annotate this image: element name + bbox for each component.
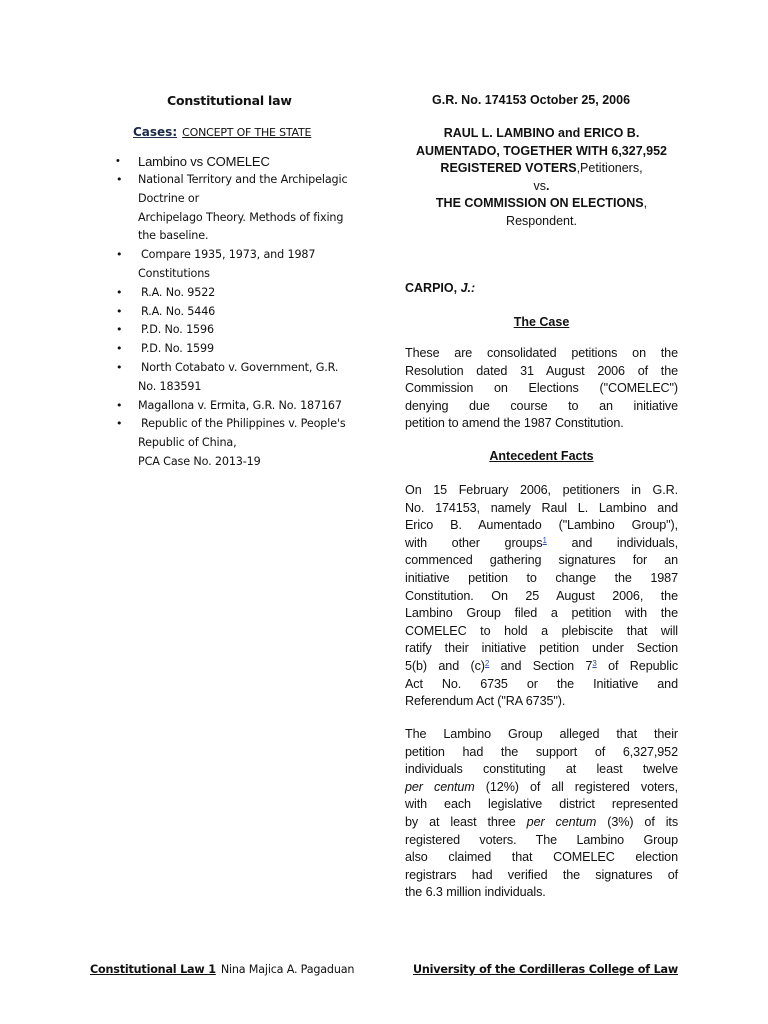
paragraph-line: Referendum Act ("RA 6735"). bbox=[405, 694, 566, 709]
list-item-line: P.D. No. 1599 bbox=[141, 342, 214, 356]
list-item bbox=[113, 415, 373, 471]
list-item-line: Republic of China, bbox=[138, 436, 237, 450]
paragraph-line bbox=[405, 814, 678, 832]
paragraph-line: Commission on Elections ("COMELEC") bbox=[405, 381, 678, 396]
paragraph-line bbox=[405, 779, 678, 797]
petitioners-line-1: RAUL L. LAMBINO and ERICO B. bbox=[443, 126, 640, 140]
paragraph-line: ratify their initiative petition under Section bbox=[405, 641, 678, 656]
footer-course: Constitutional Law 1 bbox=[90, 963, 216, 976]
respondent-line bbox=[405, 195, 678, 213]
list-item-line: Republic of the Philippines v. People's bbox=[141, 417, 346, 431]
list-item-line: P.D. No. 1596 bbox=[141, 323, 214, 337]
paragraph-line: Constitution. On 25 August 2006, the bbox=[405, 588, 678, 603]
paragraph-line: petition had the support of 6,327,952 bbox=[405, 744, 678, 759]
text-run: of Republic bbox=[596, 658, 679, 673]
course-title: Constitutional law bbox=[167, 93, 292, 108]
bullet-icon: • bbox=[116, 304, 123, 318]
paragraph-line: petition to amend the 1987 Constitution. bbox=[405, 416, 624, 431]
bullet-icon: • bbox=[116, 248, 123, 262]
paragraph-line: initiative petition to change the 1987 bbox=[405, 570, 678, 585]
paragraph-line: the 6.3 million individuals. bbox=[405, 885, 546, 900]
bullet-icon: • bbox=[116, 342, 123, 356]
paragraph-line: Erico B. Aumentado ("Lambino Group"), bbox=[405, 518, 678, 533]
text-run: (3%) of its bbox=[596, 814, 679, 829]
list-item-line: PCA Case No. 2013-19 bbox=[138, 454, 261, 468]
paragraph-allegations bbox=[405, 726, 678, 902]
section-heading-antecedent-facts: Antecedent Facts bbox=[489, 449, 594, 463]
paragraph-line: commenced gathering signatures for an bbox=[405, 553, 678, 568]
list-item-line: National Territory and the Archipelagic bbox=[138, 173, 348, 186]
case-parties bbox=[405, 125, 678, 230]
petitioners-registered-voters: REGISTERED VOTERS bbox=[440, 161, 577, 175]
bullet-icon: • bbox=[116, 285, 123, 299]
footnote-link-1[interactable]: 1 bbox=[542, 535, 547, 545]
paragraph-the-case bbox=[405, 345, 678, 433]
text-run: and Section 7 bbox=[489, 658, 593, 673]
paragraph-line: No. 174153, namely Raul L. Lambino and bbox=[405, 500, 678, 515]
petitioners-line-3 bbox=[405, 160, 678, 178]
paragraph-line: individuals constituting at least twelve bbox=[405, 762, 678, 777]
paragraph-antecedent-facts bbox=[405, 482, 678, 711]
paragraph-line: Act No. 6735 or the Initiative and bbox=[405, 676, 678, 691]
bullet-icon: • bbox=[116, 398, 123, 412]
bullet-icon: • bbox=[116, 323, 123, 337]
list-item-line: Magallona v. Ermita, G.R. No. 187167 bbox=[138, 398, 342, 412]
respondent-comma: , bbox=[643, 196, 648, 210]
list-item-line: North Cotabato v. Government, G.R. bbox=[141, 360, 339, 374]
list-item-line: the baseline. bbox=[138, 229, 209, 243]
versus-text: vs bbox=[533, 178, 546, 193]
respondent-role: Respondent. bbox=[506, 213, 577, 228]
list-item-line: R.A. No. 9522 bbox=[141, 285, 216, 299]
paragraph-line: with each legislative district represented bbox=[405, 797, 678, 812]
text-run: and individuals, bbox=[546, 535, 678, 550]
list-item-line: No. 183591 bbox=[138, 379, 202, 393]
cases-label: Cases: bbox=[133, 125, 178, 139]
list-item bbox=[113, 340, 373, 359]
footnote-link-2[interactable]: 2 bbox=[484, 658, 490, 668]
list-item bbox=[113, 284, 373, 303]
list-item-line: Archipelago Theory. Methods of fixing bbox=[138, 210, 344, 224]
list-item-line: Compare 1935, 1973, and 1987 bbox=[141, 248, 316, 262]
paragraph-line bbox=[405, 535, 678, 553]
ponente-title: J.: bbox=[460, 281, 476, 295]
paragraph-line: Resolution dated 31 August 2006 of the bbox=[405, 363, 678, 378]
footnote-link-3[interactable]: 3 bbox=[592, 658, 597, 668]
paragraph-line: On 15 February 2006, petitioners in G.R. bbox=[405, 483, 678, 497]
ponente-name: CARPIO, bbox=[405, 281, 461, 295]
text-run-italic: per centum bbox=[526, 814, 597, 829]
list-item-line: Constitutions bbox=[138, 266, 210, 280]
versus-line bbox=[405, 178, 678, 196]
bullet-icon: • bbox=[116, 173, 123, 186]
paragraph-line: registrars had verified the signatures of bbox=[405, 867, 678, 882]
list-item bbox=[113, 303, 373, 322]
list-item bbox=[113, 152, 373, 171]
paragraph-line: denying due course to an initiative bbox=[405, 398, 678, 413]
list-item-line: Doctrine or bbox=[138, 191, 200, 205]
ponente bbox=[405, 281, 475, 295]
cases-heading bbox=[133, 125, 311, 139]
bullet-icon: • bbox=[116, 155, 120, 167]
section-heading-the-case: The Case bbox=[513, 315, 570, 329]
respondent-name: THE COMMISSION ON ELECTIONS bbox=[435, 196, 644, 210]
paragraph-line bbox=[405, 658, 678, 676]
list-item bbox=[113, 246, 373, 284]
list-item-line: R.A. No. 5446 bbox=[141, 304, 216, 318]
paragraph-line: COMELEC to hold a plebiscite that will bbox=[405, 623, 678, 638]
footer-author: Nina Majica A. Pagaduan bbox=[220, 963, 355, 976]
paragraph-line: These are consolidated petitions on the bbox=[405, 346, 678, 360]
versus-dot: . bbox=[546, 178, 550, 193]
paragraph-line: registered voters. The Lambino Group bbox=[405, 832, 678, 847]
footer-left bbox=[90, 963, 354, 976]
paragraph-line: Lambino Group filed a petition with the bbox=[405, 606, 678, 621]
list-item-line: Lambino vs COMELEC bbox=[138, 154, 270, 169]
petitioners-role: ,Petitioners, bbox=[576, 161, 643, 175]
case-list bbox=[113, 152, 373, 472]
list-item bbox=[113, 321, 373, 340]
text-run: with other groups bbox=[405, 535, 543, 550]
text-run: by at least three bbox=[405, 814, 527, 829]
list-item bbox=[113, 397, 373, 416]
text-run-italic: per centum bbox=[405, 779, 475, 794]
bullet-icon: • bbox=[116, 360, 123, 374]
paragraph-line: also claimed that COMELEC election bbox=[405, 850, 678, 865]
case-number: G.R. No. 174153 October 25, 2006 bbox=[432, 93, 631, 107]
text-run: (12%) of all registered voters, bbox=[474, 779, 678, 794]
text-run: 5(b) and (c) bbox=[405, 658, 485, 673]
cases-topic: CONCEPT OF THE STATE bbox=[182, 126, 312, 139]
footer-school: University of the Cordilleras College of Law bbox=[413, 963, 678, 976]
list-item bbox=[113, 171, 373, 246]
petitioners-line-2: AUMENTADO, TOGETHER WITH 6,327,952 bbox=[416, 143, 667, 158]
bullet-icon: • bbox=[116, 417, 123, 431]
list-item bbox=[113, 359, 373, 397]
paragraph-line: The Lambino Group alleged that their bbox=[405, 727, 678, 741]
